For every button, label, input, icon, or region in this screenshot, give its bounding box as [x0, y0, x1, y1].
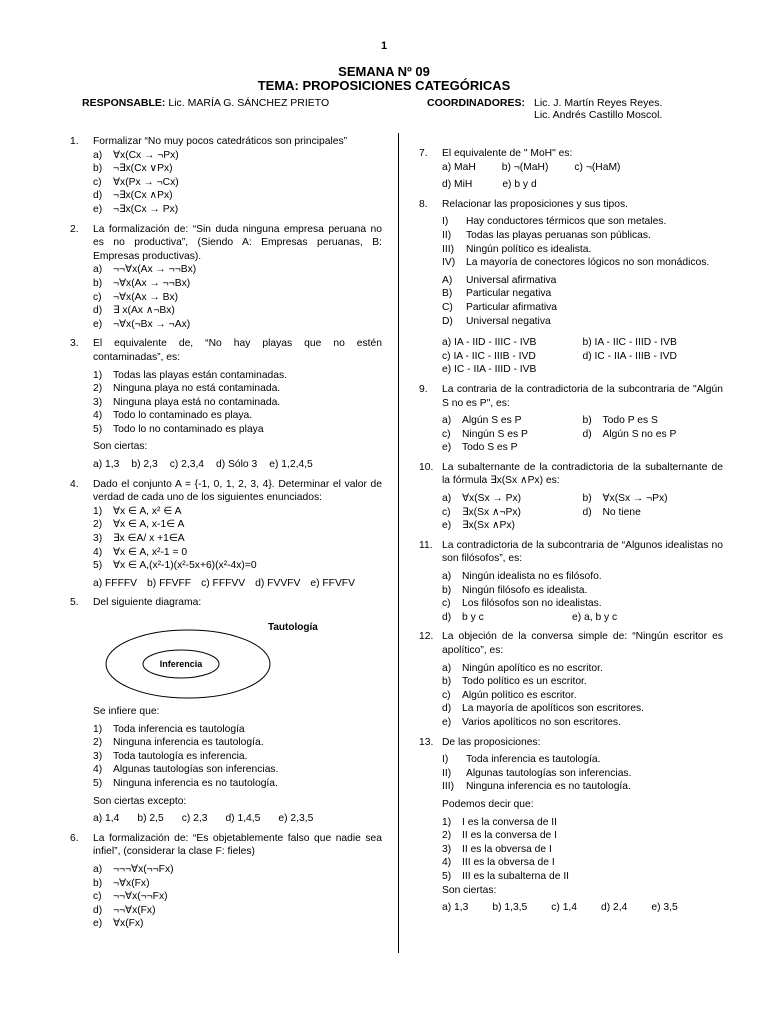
week-title: SEMANA Nº 09 [338, 64, 430, 79]
option: d) Algún S no es P [582, 428, 677, 440]
list-item: 3) Toda tautología es inferencia. [93, 750, 248, 762]
question-number: 13. [419, 736, 434, 748]
option: e) ¬∀x(¬Bx → ¬Ax) [93, 318, 191, 330]
question-12 [419, 630, 723, 729]
question-text: Relacionar las proposiciones y sus tipos. [442, 198, 629, 210]
question-text: La formalización de: “Sin duda ninguna empresa peruana no es no productiva”, (Siendo A: Empresas peruanas, B: Empresas productivas). [93, 223, 382, 262]
question-text: La objeción de la conversa simple de: “Ningún escritor es apolítico”, es: [442, 631, 723, 656]
answer-row: a) 1,4 b) 2,5 c) 2,3 d) 1,4,5 e) 2,3,5 [93, 813, 314, 825]
coordinators-label: COORDINADORES: [427, 97, 526, 109]
question-3 [70, 337, 382, 471]
coordinator-1: Lic. J. Martín Reyes Reyes. [534, 97, 663, 109]
list-item: 1) ∀x ∈ A, x² ∈ A [93, 505, 182, 517]
option: a) ∀x(Sx → Px) [442, 493, 522, 505]
answer-row: a) FFFFV b) FFVFF c) FFFVV d) FVVFV e) FFVFV [93, 577, 355, 589]
question-text: Dado el conjunto A = {-1, 0, 1, 2, 3, 4}. Determinar el valor de verdad de cada uno de los siguientes enunciados: [93, 478, 382, 504]
option: a) Ningún idealista no es filósofo. [442, 571, 602, 583]
option: d) La mayoría de apolíticos son escritores. [442, 703, 645, 715]
list-item: 2) ∀x ∈ A, x-1∈ A [93, 519, 185, 531]
question-number: 3. [70, 338, 79, 350]
list-item: 5) III es la subalterna de II [442, 870, 570, 882]
option: e) Varios apolíticos no son escritores. [442, 716, 621, 728]
list-item: 1) Todas las playas están contaminadas. [93, 369, 288, 381]
question-7 [419, 147, 723, 192]
type-item: A) Universal afirmativa [442, 274, 557, 286]
topic-title: TEMA: PROPOSICIONES CATEGÓRICAS [257, 78, 511, 93]
option-grid [442, 414, 723, 455]
option: c) Ningún S es P [442, 428, 528, 440]
list-item: 2) Ninguna inferencia es tautología. [93, 737, 264, 749]
question-4 [70, 478, 382, 591]
list-item: 1) I es la conversa de II [442, 816, 558, 828]
list-item: II) Algunas tautologías son inferencias. [442, 767, 632, 779]
option: a) ¬¬∀x(Ax → ¬¬Bx) [93, 264, 197, 276]
option: b) Todo P es S [582, 415, 658, 427]
question-number: 8. [419, 198, 428, 210]
option: e) ¬∃x(Cx → Px) [93, 203, 179, 215]
question-6 [70, 832, 382, 931]
option: d) b y c e) a, b y c [442, 611, 618, 623]
option: c) ∀x(Px → ¬Cx) [93, 176, 179, 188]
question-number: 11. [419, 539, 433, 551]
list-item: 4) ∀x ∈ A, x²-1 = 0 [93, 546, 188, 558]
option: b) ¬∃x(Cx ∨Px) [93, 163, 173, 175]
option: b) ∀x(Sx → ¬Px) [582, 493, 668, 505]
option: d) No tiene [582, 506, 641, 518]
option: b) ¬∀x(Fx) [93, 877, 150, 889]
question-11 [419, 539, 723, 625]
list-item: 4) Todo lo contaminado es playa. [93, 410, 253, 422]
list-item: 2) II es la conversa de I [442, 830, 558, 842]
list-item: I) Toda inferencia es tautología. [442, 754, 601, 766]
question-text: Del siguiente diagrama: [93, 597, 202, 609]
responsable-name: Lic. MARÍA G. SÁNCHEZ PRIETO [168, 97, 330, 109]
option: d) ∃ x(Ax ∧¬Bx) [93, 305, 175, 317]
coordinator-2: Lic. Andrés Castillo Moscol. [534, 109, 663, 121]
list-item: 5) ∀x ∈ A,(x²-1)(x²-5x+6)(x²-4x)=0 [93, 560, 257, 572]
option: e) a, b y c [572, 611, 618, 623]
list-item: III) Ningún político es idealista. [442, 243, 592, 255]
option: b) Ningún filósofo es idealista. [442, 584, 588, 596]
option: b) Todo político es un escritor. [442, 676, 587, 688]
tautologia-label: Tautología [268, 622, 318, 633]
option: d) ¬∃x(Cx ∧Px) [93, 190, 173, 202]
option: a) ∀x(Cx → ¬Px) [93, 149, 179, 161]
type-item: C) Particular afirmativa [442, 301, 557, 313]
list-item: 1) Toda inferencia es tautología [93, 723, 245, 735]
option: c) ¬∀x(Ax → Bx) [93, 291, 179, 303]
prompt-text: Podemos decir que: [442, 798, 534, 810]
question-13 [419, 736, 723, 915]
question-text: De las proposiciones: [442, 736, 541, 748]
question-5 [70, 596, 382, 825]
list-item: 3) Ninguna playa está no contaminada. [93, 396, 281, 408]
question-text: La formalización de: “Es objetablemente falso que nadie sea infiel”, (considerar la clase F: fieles) [93, 832, 382, 858]
question-number: 9. [419, 383, 428, 395]
prompt-text: Son ciertas: [93, 441, 148, 453]
list-item: 4) Algunas tautologías son inferencias. [93, 764, 279, 776]
option: c) Algún político es escritor. [442, 689, 577, 701]
list-item: IV) La mayoría de conectores lógicos no son monádicos. [442, 257, 710, 269]
question-number: 12. [419, 631, 434, 643]
question-text: La contradictoria de la subcontraria de “Algunos idealistas no son filósofos”, es: [442, 539, 723, 565]
option: e) ∀x(Fx) [93, 918, 144, 930]
responsable-label: RESPONSABLE: [82, 97, 166, 109]
option: c) Los filósofos son no idealistas. [442, 598, 602, 610]
question-text: El equivalente de, “No hay playas que no estén contaminadas”, es: [93, 338, 382, 363]
page-number: 1 [380, 40, 388, 52]
prompt-text: Se infiere que: [93, 706, 160, 717]
question-number: 1. [70, 136, 79, 147]
question-text: Formalizar “No muy pocos catedráticos son principales” [93, 136, 348, 147]
question-number: 7. [419, 148, 428, 159]
question-text: El equivalente de " MoH" es: [442, 148, 573, 159]
list-item: 3) II es la obversa de I [442, 843, 552, 855]
question-text: La contraria de la contradictoria de la subcontraria de "Algún S no es P", es: [442, 383, 723, 409]
option: a) Ningún apolítico es no escritor. [442, 662, 603, 674]
list-item: 4) III es la obversa de I [442, 857, 555, 869]
answer-row: a) 1,3 b) 1,3,5 c) 1,4 d) 2,4 e) 3,5 [442, 902, 678, 914]
answer-row: a) MaH b) ¬(MaH) c) ¬(HaM) [442, 161, 621, 173]
option: e) Todo S es P [442, 442, 518, 454]
answer-row: d) MiH e) b y d [442, 179, 537, 191]
list-item: II) Todas las playas peruanas son públicas. [442, 229, 651, 241]
question-text: La subalternante de la contradictoria de la subalternante de la fórmula ∃x(Sx ∧Px) es: [442, 461, 723, 487]
option: d) ¬¬∀x(Fx) [93, 904, 156, 916]
list-item: I) Hay conductores térmicos que son metales. [442, 216, 667, 228]
prompt-text: Son ciertas excepto: [93, 795, 187, 807]
type-item: D) Universal negativa [442, 315, 551, 327]
inferencia-label: Inferencia [159, 659, 203, 669]
list-item: 5) Todo lo no contaminado es playa [93, 423, 264, 435]
venn-diagram [93, 614, 383, 699]
type-item: B) Particular negativa [442, 288, 552, 300]
option: e) ∃x(Sx ∧Px) [442, 520, 515, 532]
option: a) Algún S es P [442, 415, 522, 427]
responsable [82, 97, 329, 109]
question-9 [419, 383, 723, 455]
option: a) ¬¬¬∀x(¬¬Fx) [93, 863, 174, 875]
question-number: 6. [70, 832, 79, 844]
left-column [70, 135, 382, 937]
answer-grid: a) IA - IID - IIIC - IVB b) IA - IIC - IIID - IVB c) IA - IIC - IIIB - IVD d) IC - IIA - IIIB - IVD e) IC - IIA - IIID - IVB [442, 337, 677, 376]
venn-diagram-svg [93, 614, 383, 699]
question-8 [419, 198, 723, 377]
option-grid [442, 492, 723, 533]
option: c) ¬¬∀x(¬¬Fx) [93, 891, 168, 903]
list-item: 3) ∃x ∈A/ x +1∈A [93, 533, 185, 545]
question-number: 4. [70, 478, 79, 490]
question-number: 10. [419, 461, 434, 473]
coordinators [427, 97, 662, 121]
list-item: III) Ninguna inferencia es no tautología. [442, 781, 631, 793]
question-2 [70, 223, 382, 332]
question-number: 2. [70, 223, 79, 235]
question-1 [70, 135, 382, 217]
prompt-text: Son ciertas: [442, 884, 497, 896]
column-divider [398, 133, 399, 953]
question-10 [419, 461, 723, 533]
option: b) ¬∀x(Ax → ¬¬Bx) [93, 277, 191, 289]
right-column [419, 147, 723, 921]
list-item: 2) Ninguna playa no está contaminada. [93, 383, 281, 395]
answer-row: a) 1,3 b) 2,3 c) 2,3,4 d) Sólo 3 e) 1,2,4,5 [93, 459, 313, 471]
option: c) ∃x(Sx ∧¬Px) [442, 506, 521, 518]
question-number: 5. [70, 597, 79, 609]
list-item: 5) Ninguna inferencia es no tautología. [93, 777, 278, 789]
